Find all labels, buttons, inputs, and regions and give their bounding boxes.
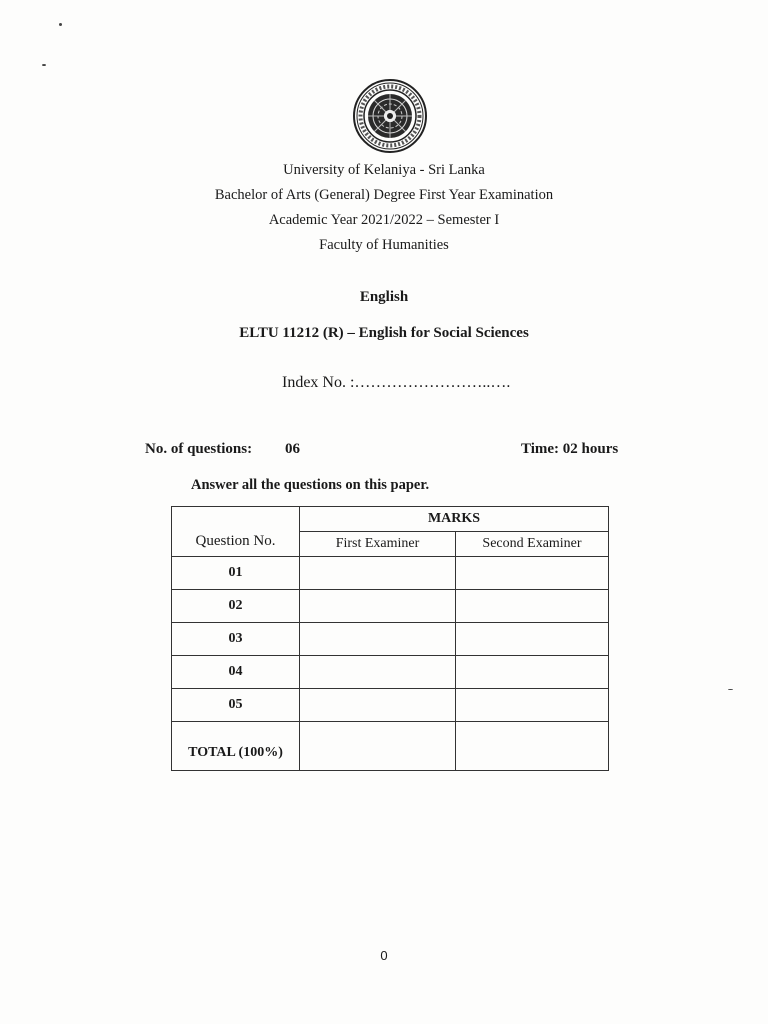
table-row [172, 656, 609, 689]
question-number-cell: 03 [172, 623, 300, 656]
questions-count-label: No. of questions: [145, 441, 253, 457]
table-row [172, 689, 609, 722]
page-number: 0 [380, 948, 388, 963]
second-examiner-mark-cell [456, 557, 609, 590]
second-examiner-mark-cell [456, 623, 609, 656]
second-examiner-total-cell [456, 722, 609, 771]
exam-instruction: Answer all the questions on this paper. [191, 477, 430, 493]
subject-title: English [359, 289, 409, 305]
first-examiner-mark-cell [300, 623, 456, 656]
exam-duration: Time: 02 hours [521, 441, 619, 457]
question-number-cell: 04 [172, 656, 300, 689]
first-examiner-mark-cell [300, 656, 456, 689]
first-examiner-mark-cell [300, 689, 456, 722]
index-number-field: Index No. :……………………..…. [282, 374, 511, 391]
table-row [172, 623, 609, 656]
marks-header: MARKS [300, 507, 609, 532]
second-examiner-mark-cell [456, 689, 609, 722]
questions-count-value: 06 [285, 441, 300, 457]
table-row [172, 557, 609, 590]
university-seal-logo [352, 78, 428, 154]
second-examiner-mark-cell [456, 590, 609, 623]
faculty-name: Faculty of Humanities [319, 237, 449, 253]
question-number-cell: 02 [172, 590, 300, 623]
university-name: University of Kelaniya - Sri Lanka [283, 162, 485, 178]
question-number-cell: 05 [172, 689, 300, 722]
marks-table [171, 506, 609, 771]
total-row [172, 722, 609, 771]
second-examiner-header: Second Examiner [456, 532, 609, 557]
first-examiner-header: First Examiner [300, 532, 456, 557]
course-title: ELTU 11212 (R) – English for Social Sciences [239, 325, 529, 341]
first-examiner-total-cell [300, 722, 456, 771]
question-number-header: Question No. [172, 507, 300, 557]
marks-table-header-row [172, 507, 609, 532]
degree-title: Bachelor of Arts (General) Degree First Year Examination [214, 187, 554, 203]
first-examiner-mark-cell [300, 557, 456, 590]
question-number-cell: 01 [172, 557, 300, 590]
first-examiner-mark-cell [300, 590, 456, 623]
total-label: TOTAL (100%) [172, 722, 300, 771]
academic-year: Academic Year 2021/2022 – Semester I [268, 212, 500, 228]
scan-speck [728, 689, 733, 690]
scan-speck [59, 23, 62, 26]
table-row [172, 590, 609, 623]
scan-speck [42, 64, 46, 66]
second-examiner-mark-cell [456, 656, 609, 689]
